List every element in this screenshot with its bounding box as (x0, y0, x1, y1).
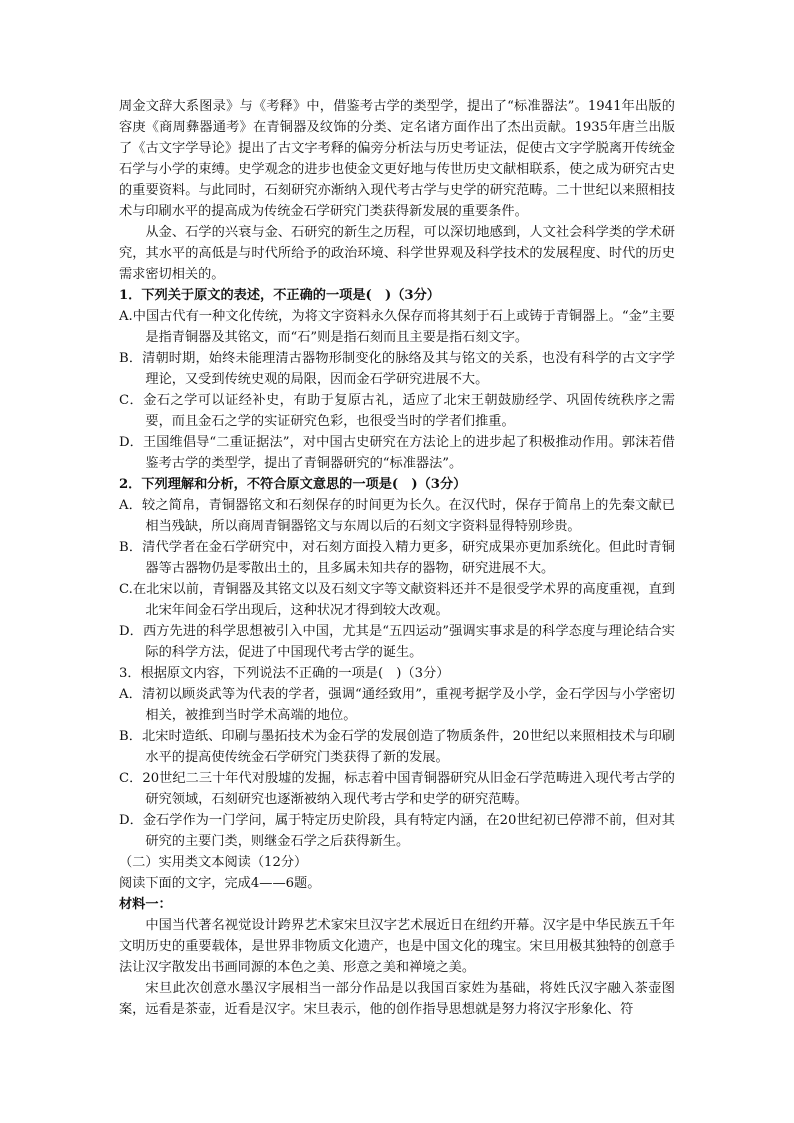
question-1-option-b: B．清朝时期，始终未能理清古器物形制变化的脉络及其与铭文的关系，也没有科学的古文字学理论，又受到传统史观的局限，因而金石学研究进展不大。 (119, 351, 675, 387)
material-label: 材料一： (119, 897, 172, 912)
intro-paragraph-2: 从金、石学的兴衰与金、石研究的新生之历程，可以深切地感到，人文社会科学类的学术研究，其水平的高低是与时代所给予的政治环境、科学世界观及科学技术的发展程度、时代的历史需求密切相关的。 (119, 225, 675, 282)
question-1-option-c: C．金石之学可以证经补史，有助于复原古礼，适应了北宋王朝鼓励经学、巩固传统秩序之需要，而且金石之学的实证研究色彩，也很受当时的学者们推重。 (119, 393, 675, 429)
question-1-option-a: A.中国古代有一种文化传统，为将文字资料永久保存而将其刻于石上或铸于青铜器上。“金”主要是指青铜器及其铭文，而“石”则是指石刻而且主要是指石刻文字。 (119, 309, 675, 345)
material-paragraph-1: 中国当代著名视觉设计跨界艺术家宋旦汉字艺术展近日在纽约开幕。汉字是中华民族五千年文明历史的重要载体，是世界非物质文化遗产，也是中国文化的瑰宝。宋旦用极其独特的创意手法让汉字散发出书画同源的本色之美、形意之美和禅境之美。 (119, 918, 675, 975)
intro-paragraph-1: 周金文辞大系图录》与《考释》中，借鉴考古学的类型学，提出了“标准器法”。1941年出版的容庚《商周彝器通考》在青铜器及纹饰的分类、定名诸方面作出了杰出贡献。1935年唐兰出版了《古文字学导论》提出了古文字考释的偏旁分析法与历史考证法，促使古文字学脱离开传统金石学与小学的束缚。史学观念的进步也使金文更好地与传世历史文献相联系，使之成为研究古史的重要资料。与此同时，石刻研究亦渐纳入现代考古学与史学的研究范畴。二十世纪以来照相技术与印刷水平的提高成为传统金石学研究门类获得新发展的重要条件。 (119, 99, 675, 219)
question-2-option-a: A．较之简帛，青铜器铭文和石刻保存的时间更为长久。在汉代时，保存于简帛上的先秦文献已相当残缺，所以商周青铜器铭文与东周以后的石刻文字资料显得特别珍贵。 (119, 498, 675, 534)
document-page (119, 96, 675, 1020)
question-2-option-c: C.在北宋以前，青铜器及其铭文以及石刻文字等文献资料还并不是很受学术界的高度重视，直到北宋年间金石学出现后，这种状况才得到较大改观。 (119, 582, 675, 618)
question-3-stem: 3．根据原文内容，下列说法不正确的一项是( )（3分） (119, 666, 450, 681)
question-3-option-c: C．20世纪二三十年代对殷墟的发掘，标志着中国青铜器研究从旧金石学范畴进入现代考古学的研究领域，石刻研究也逐渐被纳入现代考古学和史学的研究范畴。 (119, 771, 675, 807)
question-3-option-a: A．清初以顾炎武等为代表的学者，强调“通经致用”，重视考据学及小学，金石学因与小学密切相关，被推到当时学术高端的地位。 (119, 687, 675, 723)
material-paragraph-2: 宋旦此次创意水墨汉字展相当一部分作品是以我国百家姓为基础，将姓氏汉字融入茶壶图案，远看是茶壶，近看是汉字。宋旦表示，他的创作指导思想就是努力将汉字形象化、符 (119, 981, 675, 1017)
question-2-option-b: B．清代学者在金石学研究中，对石刻方面投入精力更多，研究成果亦更加系统化。但此时青铜器等古器物仍是零散出土的，且多属未知共存的器物，研究进展不大。 (119, 540, 675, 576)
section-instruction: 阅读下面的文字，完成4——6题。 (119, 876, 321, 891)
question-3-option-b: B．北宋时造纸、印刷与墨拓技术为金石学的发展创造了物质条件，20世纪以来照相技术与印刷水平的提高使传统金石学研究门类获得了新的发展。 (119, 729, 675, 765)
question-2-stem: 2．下列理解和分析，不符合原文意思的一项是( )（3分） (119, 477, 467, 492)
question-1-stem: 1．下列关于原文的表述，不正确的一项是( )（3分） (119, 288, 440, 303)
question-3-option-d: D．金石学作为一门学问，属于特定历史阶段，具有特定内涵，在20世纪初已停滞不前，但对其研究的主要门类，则继金石学之后获得新生。 (119, 813, 675, 849)
question-2-option-d: D．西方先进的科学思想被引入中国，尤其是“五四运动”强调实事求是的科学态度与理论结合实际的科学方法，促进了中国现代考古学的诞生。 (119, 624, 675, 660)
section-heading: （二）实用类文本阅读（12分） (119, 855, 308, 870)
question-1-option-d: D．王国维倡导“二重证据法”，对中国古史研究在方法论上的进步起了积极推动作用。郭沫若借鉴考古学的类型学，提出了青铜器研究的“标准器法”。 (119, 435, 675, 471)
